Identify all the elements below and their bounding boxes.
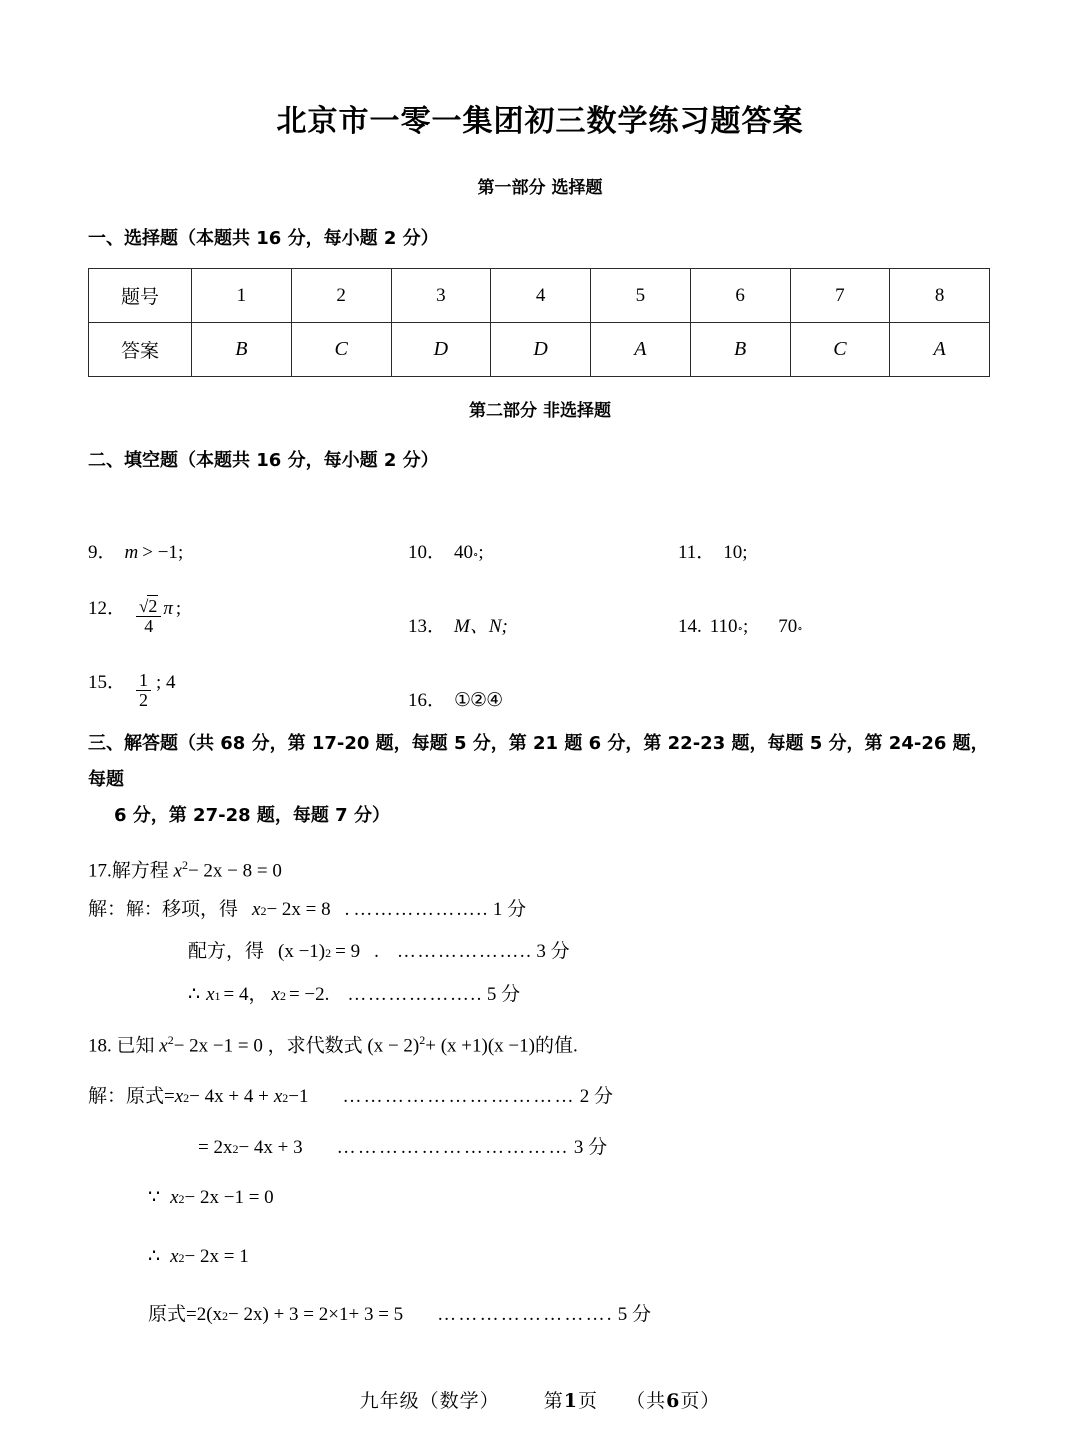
line-5-rest: − 2x) + 3 = 2×1+ 3 = 5	[228, 1304, 404, 1326]
line-5-lead: 原式=	[148, 1304, 197, 1326]
exponent-2: 2	[178, 1192, 185, 1207]
line-3-rest: − 2x −1 = 0	[184, 1187, 274, 1209]
line-5-expr: 2(x	[196, 1304, 223, 1326]
table-cell-qnum: 2	[291, 269, 391, 323]
exponent-2: 2	[167, 1033, 174, 1048]
blank-value-11: 10;	[723, 541, 748, 563]
blank-item-11	[678, 537, 978, 564]
fraction-denominator: 4	[136, 616, 161, 636]
line-1-lead: 原式=	[126, 1086, 175, 1108]
table-cell-qnum: 8	[890, 269, 990, 323]
solve-label-outer: 解：	[88, 898, 127, 920]
question-18-number: 18.	[88, 1035, 112, 1057]
section-heading-three	[0, 712, 1080, 834]
blank-item-13	[408, 611, 678, 638]
question-18-expr2-rest: + (x +1)(x −1)	[425, 1035, 535, 1057]
fraction-denominator: 2	[136, 690, 151, 710]
solve-label-inner: 解：	[126, 898, 163, 919]
therefore-icon: ∴	[148, 1245, 161, 1267]
blank-label-9: 9．	[88, 541, 117, 563]
blank-value-13: M、N;	[454, 615, 508, 637]
question-18-line-1	[88, 1083, 1080, 1112]
blank-value-10: 40	[454, 541, 474, 563]
step-3-value-2: = −2	[288, 983, 325, 1005]
blank-item-16	[408, 685, 678, 712]
exponent-2: 2	[282, 1091, 289, 1106]
blank-value-9-var: m	[124, 541, 139, 563]
fill-in-blank-answers	[0, 474, 1080, 712]
line-1-score: 2 分	[579, 1086, 613, 1108]
step-3-x1: x	[206, 983, 215, 1005]
line-1-rest-2: −1	[288, 1086, 309, 1108]
step-3-x2: x	[271, 983, 280, 1005]
step-2-expr-rest: = 9	[335, 941, 361, 963]
exponent-2: 2	[419, 1033, 426, 1048]
blank-end-10: ;	[478, 541, 484, 563]
step-3-value-1: = 4	[223, 983, 249, 1005]
footer-total-prefix: （共	[626, 1390, 667, 1412]
subscript-1: 1	[214, 988, 221, 1003]
blank-end-12: ;	[175, 598, 182, 620]
table-cell-qnum: 5	[591, 269, 691, 323]
solve-label: 解：	[88, 1086, 127, 1108]
question-18-stem-a: 已知	[116, 1035, 155, 1057]
line-5-dots: …………………….	[437, 1304, 614, 1326]
table-row-answers	[89, 323, 990, 377]
question-17-expr-x: x	[173, 860, 182, 882]
pi-symbol: π	[163, 598, 173, 620]
question-17-number: 17.	[88, 860, 112, 882]
blank-value-16: ①②④	[454, 689, 503, 711]
step-2-text: 配方，得	[188, 941, 265, 963]
step-3-period: .	[324, 983, 330, 1005]
step-2-score: 3 分	[536, 941, 570, 963]
table-row-question-numbers	[89, 269, 990, 323]
exponent-2: 2	[181, 857, 188, 872]
radical-icon: √	[139, 597, 149, 617]
step-1-expr-rest: − 2x = 8	[266, 898, 331, 920]
solutions-container	[0, 834, 1080, 1330]
blank-label-14: 14.	[678, 615, 702, 637]
step-1-dots: ………………..	[353, 898, 489, 920]
fraction-sqrt2-over-4	[136, 597, 161, 636]
blank-item-10	[408, 537, 678, 564]
question-17-step-2	[88, 938, 1080, 967]
page-title: 北京市一零一集团初三数学练习题答案	[276, 104, 804, 139]
step-1-period: .	[344, 898, 350, 920]
exponent-2: 2	[325, 946, 332, 961]
footer-total-number: 6	[666, 1390, 681, 1412]
blank-value-14-second: 70	[778, 615, 798, 637]
blank-row-1	[88, 496, 1080, 564]
blank-label-16: 16．	[408, 689, 447, 711]
question-17-stem-text: 解方程	[111, 860, 169, 882]
section-heading-three-line1: 三、解答题（共 68 分，第 17-20 题，每题 5 分，第 21 题 6 分，第 22-23 题，每题 5 分，第 24-26 题，每题	[88, 732, 989, 790]
line-5-score: 5 分	[617, 1304, 651, 1326]
table-cell-qnum: 7	[790, 269, 890, 323]
table-cell-qnum: 4	[491, 269, 591, 323]
blank-end-9: ;	[177, 541, 184, 563]
degree-icon: ∘	[473, 548, 479, 561]
table-cell-answer: B	[192, 323, 292, 377]
question-18-expr1-x: x	[159, 1035, 168, 1057]
blank-item-9	[88, 537, 408, 564]
question-17-step-1	[88, 896, 1080, 925]
blank-item-12	[88, 593, 408, 638]
exponent-2: 2	[178, 1250, 185, 1265]
table-cell-answer: C	[790, 323, 890, 377]
step-1-expr-x: x	[252, 898, 261, 920]
footer-total-suffix: 页）	[680, 1390, 721, 1412]
row-label-question-no: 题号	[89, 269, 192, 323]
line-3-x: x	[170, 1187, 179, 1209]
table-cell-qnum: 1	[192, 269, 292, 323]
question-17-stem	[88, 856, 1080, 886]
question-18-stem	[88, 1031, 1080, 1061]
table-cell-answer: B	[690, 323, 790, 377]
exponent-2: 2	[222, 1309, 229, 1324]
table-cell-qnum: 6	[690, 269, 790, 323]
line-2-dots: ……………………………	[336, 1136, 570, 1158]
blank-value-15-rest: ; 4	[156, 672, 176, 694]
step-2-dots: ………………..	[396, 941, 533, 963]
line-1-x2: x	[273, 1086, 283, 1108]
part-two-heading: 第二部分 非选择题	[469, 401, 611, 422]
line-2-score: 3 分	[573, 1136, 608, 1158]
blank-label-12: 12．	[88, 598, 127, 620]
blank-label-15: 15．	[88, 672, 127, 694]
blank-label-10: 10．	[408, 541, 447, 563]
question-18-stem-c: 的值.	[534, 1035, 578, 1057]
step-1-text: 移项，得	[162, 898, 239, 920]
subscript-2: 2	[279, 988, 286, 1003]
fraction-numerator: 1	[139, 670, 149, 691]
line-1-rest: − 4x + 4 +	[189, 1086, 269, 1108]
exponent-2: 2	[232, 1141, 239, 1156]
footer-grade-subject: 九年级（数学）	[359, 1390, 500, 1412]
section-heading-three-line2: 6 分，第 27-28 题，每题 7 分）	[114, 804, 390, 826]
blank-mid-14: ;	[742, 615, 749, 637]
question-18-expr1-rest: − 2x −1 = 0	[173, 1035, 263, 1057]
radicand: 2	[148, 596, 158, 617]
question-17-step-3	[88, 981, 1080, 1010]
table-cell-answer: A	[591, 323, 691, 377]
line-4-x: x	[170, 1245, 179, 1267]
line-4-rest: − 2x = 1	[184, 1245, 249, 1267]
footer-page-number: 1	[563, 1390, 578, 1412]
table-cell-answer: A	[890, 323, 990, 377]
section-heading-two: 二、填空题（本题共 16 分，每小题 2 分）	[88, 449, 439, 471]
question-18-line-2	[88, 1134, 1080, 1163]
table-cell-answer: D	[391, 323, 491, 377]
step-3-score: 5 分	[486, 983, 521, 1005]
step-2-expr: (x −1)	[278, 941, 326, 963]
row-label-answer: 答案	[89, 323, 192, 377]
table-cell-answer: C	[291, 323, 391, 377]
fraction-one-half	[136, 671, 151, 710]
answer-table-container	[0, 252, 1080, 377]
exponent-2: 2	[260, 903, 267, 918]
section-heading-one: 一、选择题（本题共 16 分，每小题 2 分）	[88, 228, 439, 250]
degree-icon: ∘	[737, 622, 743, 635]
step-3-comma: ，	[248, 983, 268, 1005]
blank-row-2	[88, 564, 1080, 638]
blank-row-3	[88, 638, 1080, 712]
because-icon: ∵	[148, 1187, 161, 1209]
therefore-icon: ∴	[188, 983, 201, 1005]
question-17-expr-rest: − 2x − 8 = 0	[187, 860, 282, 882]
line-2-expr: = 2x	[198, 1136, 233, 1158]
blank-value-9-rel: > −1	[142, 541, 178, 563]
page-footer	[0, 1386, 1080, 1413]
footer-page-suffix: 页	[577, 1390, 598, 1412]
question-18-line-5	[88, 1301, 1080, 1330]
exponent-2: 2	[183, 1091, 190, 1106]
table-cell-answer: D	[491, 323, 591, 377]
line-2-rest: − 4x + 3	[238, 1136, 303, 1158]
line-1-dots: ……………………………	[342, 1086, 576, 1108]
footer-page-prefix: 第	[543, 1390, 564, 1412]
table-cell-qnum: 3	[391, 269, 491, 323]
step-1-score: 1 分	[492, 898, 527, 920]
fraction-numerator	[136, 597, 161, 616]
step-3-dots: ………………..	[347, 983, 483, 1005]
blank-item-15	[88, 667, 408, 712]
question-18-stem-b: ，求代数式	[267, 1035, 363, 1057]
blank-label-11: 11．	[678, 541, 716, 563]
part-one-heading: 第一部分 选择题	[477, 178, 603, 198]
multiple-choice-answer-table	[88, 268, 990, 377]
blank-label-13: 13．	[408, 615, 447, 637]
line-1-x: x	[174, 1086, 184, 1108]
step-2-period: .	[374, 941, 379, 963]
question-18-expr2: (x − 2)	[367, 1035, 420, 1057]
question-18-line-4	[88, 1243, 1080, 1272]
blank-item-14	[678, 616, 978, 638]
blank-value-14-first: 110	[709, 615, 738, 637]
question-18-line-3	[88, 1184, 1080, 1213]
degree-icon: ∘	[797, 622, 803, 635]
